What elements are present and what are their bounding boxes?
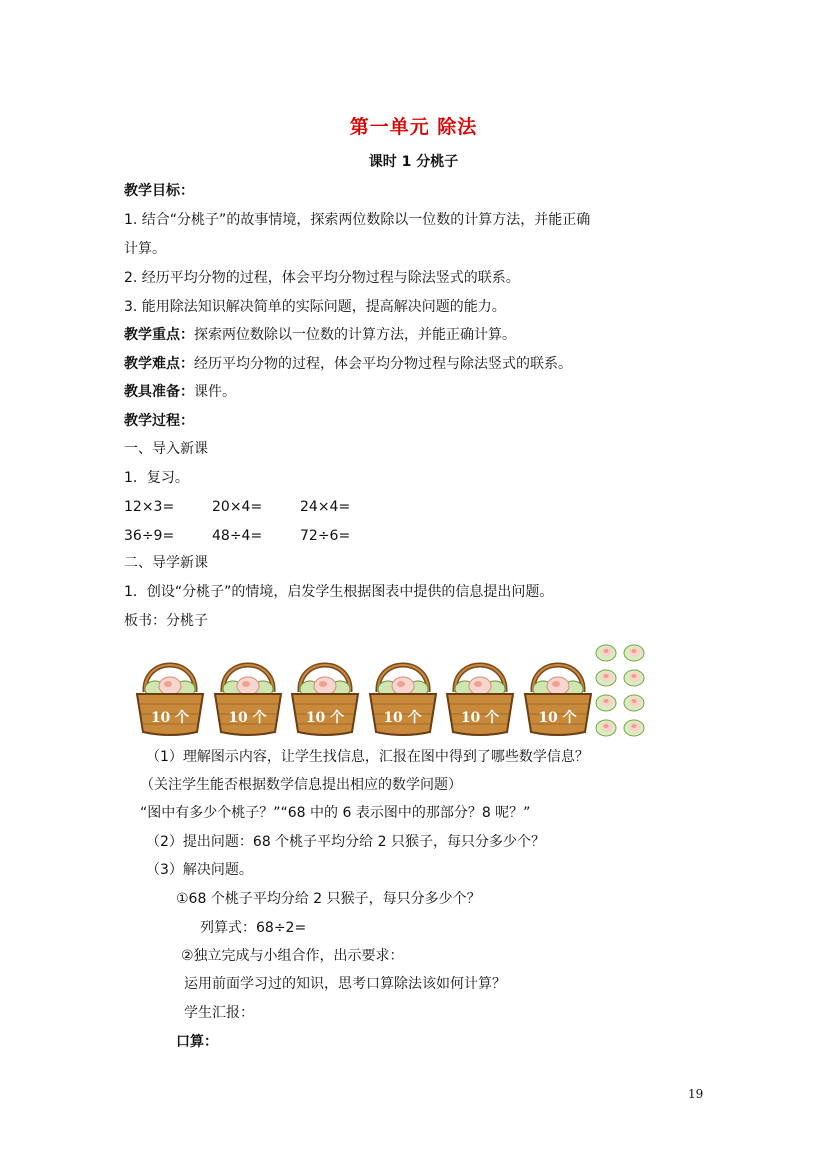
- question-1: ①68 个桃子平均分给 2 只猴子，每只分多少个？: [176, 891, 481, 907]
- tools-text: 课件。: [194, 384, 236, 400]
- objectives-heading: 教学目标：: [124, 183, 194, 199]
- formula: 列算式：68÷2=: [200, 920, 307, 936]
- review-item: 48÷4=: [212, 528, 263, 544]
- tools-label: 教具准备：: [124, 384, 194, 400]
- peach-basket: [133, 648, 207, 736]
- peach-basket: [288, 648, 362, 736]
- loose-peach: [622, 667, 646, 691]
- review-item: 24×4=: [300, 499, 351, 515]
- part-2: （2）提出问题：68 个桃子平均分给 2 只猴子，每只分多少个？: [146, 834, 545, 850]
- difficulty: [124, 355, 572, 373]
- page-number: 19: [688, 1087, 704, 1101]
- student-report: 学生汇报：: [184, 1005, 254, 1021]
- loose-peach: [594, 717, 618, 741]
- basket-label: 10 个: [228, 710, 267, 726]
- board-title: 板书：分桃子: [124, 613, 208, 629]
- basket-label: 10 个: [460, 710, 500, 726]
- key-point-label: 教学重点：: [124, 327, 194, 343]
- objective-2: 2. 经历平均分物的过程，体会平均分物过程与除法竖式的联系。: [124, 270, 520, 286]
- review-step: 1．复习。: [124, 470, 189, 486]
- step-1: 1．创设“分桃子”的情境，启发学生根据图表中提供的信息提出问题。: [124, 584, 554, 600]
- key-point-text: 探索两位数除以一位数的计算方法，并能正确计算。: [194, 327, 516, 343]
- difficulty-label: 教学难点：: [124, 356, 194, 372]
- review-item: 12×3=: [124, 499, 175, 515]
- page-title: 第一单元 除法: [349, 116, 478, 138]
- basket-label: 10 个: [538, 710, 577, 726]
- section-2: 二、导学新课: [124, 555, 208, 571]
- review-item: 20×4=: [212, 499, 263, 515]
- loose-peach: [594, 667, 618, 691]
- peach-basket: [366, 648, 440, 736]
- part-1-quote: “图中有多少个桃子？”“68 中的 6 表示图中的那部分？8 呢？”: [140, 805, 531, 821]
- loose-peach: [594, 692, 618, 716]
- peach-basket: [443, 648, 517, 736]
- loose-peach: [622, 717, 646, 741]
- objective-3: 3. 能用除法知识解决简单的实际问题，提高解决问题的能力。: [124, 299, 506, 315]
- difficulty-text: 经历平均分物的过程，体会平均分物过程与除法竖式的联系。: [194, 356, 572, 372]
- basket-label: 10 个: [150, 710, 190, 726]
- question-2: ②独立完成与小组合作，出示要求：: [181, 948, 404, 964]
- basket-label: 10 个: [383, 710, 422, 726]
- peach-basket: [521, 648, 595, 736]
- process-heading: 教学过程：: [124, 413, 194, 429]
- part-3: （3）解决问题。: [146, 862, 253, 878]
- review-item: 36÷9=: [124, 528, 175, 544]
- objective-1: 1. 结合“分桃子”的故事情境，探索两位数除以一位数的计算方法，并能正确: [124, 212, 591, 228]
- loose-peach: [594, 642, 618, 666]
- basket-label: 10 个: [305, 710, 345, 726]
- review-item: 72÷6=: [300, 528, 351, 544]
- tools: [124, 383, 236, 401]
- loose-peach: [622, 692, 646, 716]
- objective-1-cont: 计算。: [124, 241, 166, 257]
- lesson-subtitle: 课时 1 分桃子: [368, 154, 459, 170]
- peach-basket: [211, 648, 285, 736]
- part-1-note: （关注学生能否根据数学信息提出相应的数学问题）: [140, 777, 462, 793]
- loose-peach: [622, 642, 646, 666]
- part-1: （1）理解图示内容，让学生找信息，汇报在图中得到了哪些数学信息？: [146, 749, 589, 765]
- question-2-detail: 运用前面学习过的知识，思考口算除法该如何计算？: [184, 976, 506, 992]
- section-1: 一、导入新课: [124, 441, 208, 457]
- oral-calc-label: 口算：: [176, 1034, 218, 1050]
- key-point: [124, 326, 516, 344]
